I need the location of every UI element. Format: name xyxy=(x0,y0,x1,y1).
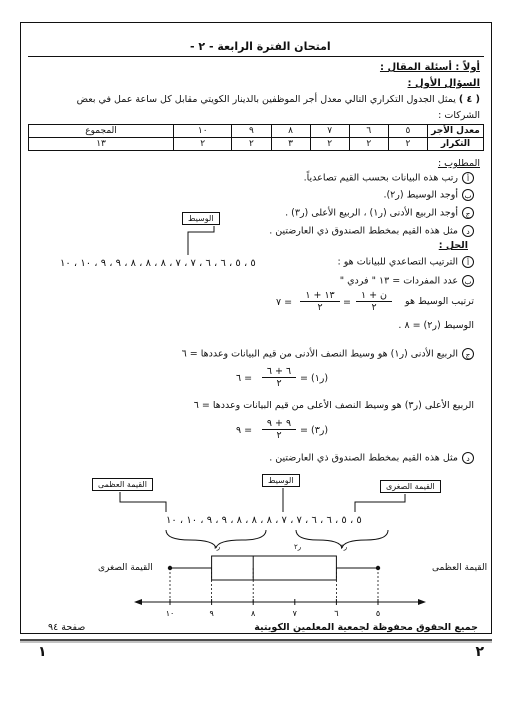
axis-arrow-right xyxy=(418,599,426,605)
table-cell: ٦ xyxy=(349,125,388,138)
step-marker: د xyxy=(462,452,474,464)
question-number: ( ٤ ) xyxy=(458,94,480,105)
step-marker: ب xyxy=(462,275,474,287)
fraction-denominator: ٢ xyxy=(262,429,296,441)
q3-lhs: (ر٣) = xyxy=(300,425,329,436)
boxplot-axis xyxy=(134,568,426,618)
required-label: المطلوب : xyxy=(437,158,480,169)
step-text: الترتيب التصاعدي للبيانات هو : xyxy=(337,256,458,268)
box-plot xyxy=(168,556,380,580)
axis-tick-label: ٧ xyxy=(292,609,297,618)
q1-result: = ٦ xyxy=(236,373,253,384)
step-text: مثل هذه القيم بمخطط الصندوق ذي العارضتين . xyxy=(269,452,458,464)
sorted-sequence-2: ٥ ، ٥ ، ٦ ، ٦ ، ٧ ، ٧ ، ٨ ، ٨ ، ٨ ، ٩ ، ٩ ، ١٠ ، ١٠ xyxy=(166,515,362,526)
max-value-tag: القيمة العظمى xyxy=(92,478,153,491)
item-text: أوجد الوسيط (ر٢). xyxy=(383,189,458,201)
upper-half-brace xyxy=(296,530,388,548)
q3-result: = ٩ xyxy=(236,425,253,436)
item-marker: ج xyxy=(462,207,474,219)
fraction-numerator: ١٣ + ١ xyxy=(305,290,335,301)
table-header-cell: التكرار xyxy=(428,138,484,151)
min-value-tag: القيمة الصغرى xyxy=(380,480,441,493)
table-cell: ٢ xyxy=(174,138,232,151)
median-tag: الوسيط xyxy=(182,212,220,225)
question-line-2: الشركات : xyxy=(438,110,480,121)
exam-title: امتحان الفترة الرابعة - ٢ - xyxy=(190,40,331,53)
table-cell: ٢ xyxy=(232,138,271,151)
table-cell: ٩ xyxy=(232,125,271,138)
rank-result: = ٧ xyxy=(276,297,293,308)
table-cell: ٨ xyxy=(271,125,310,138)
table-header-cell: معدل الأجر xyxy=(428,125,484,138)
corner-number-right: ٢ xyxy=(475,644,484,660)
min-pointer-line xyxy=(355,494,405,512)
axis-tick-label: ٥ xyxy=(375,609,381,618)
table-cell: ٥ xyxy=(388,125,427,138)
table-cell: ٣ xyxy=(271,138,310,151)
table-cell: ٢ xyxy=(310,138,349,151)
axis-tick-label: ٨ xyxy=(251,609,256,618)
question-label: السؤال الأول : xyxy=(407,78,480,89)
boxplot-min-label: القيمة الصغرى xyxy=(98,563,153,573)
iqr-box xyxy=(212,556,337,580)
q1-mark: ر١ xyxy=(213,543,221,551)
q3-mark: ر٣ xyxy=(340,543,348,551)
equals-sign: = xyxy=(343,297,351,308)
median-result: الوسيط (ر٢) = ٨ . xyxy=(398,320,474,331)
fraction-denominator: ٢ xyxy=(262,377,296,389)
item-text: مثل هذه القيم بمخطط الصندوق ذي العارضتين . xyxy=(269,225,458,237)
solution-label: الحل : xyxy=(438,240,468,251)
step-text: عدد المفردات = ١٣ " فردي " xyxy=(339,275,458,287)
item-marker: ب xyxy=(462,189,474,201)
table-cell: ١٠ xyxy=(174,125,232,138)
q1-lhs: (ر١) = xyxy=(300,373,329,384)
axis-tick-label: ٦ xyxy=(334,609,339,618)
median-tag-2: الوسيط xyxy=(262,474,300,487)
question-text: يمثل الجدول التكراري التالي معدل أجر الموظفين بالدينار الكويتي مقابل كل ساعة عمل في بعض xyxy=(76,94,456,105)
step-marker: ج xyxy=(462,348,474,360)
table-cell: ٢ xyxy=(349,138,388,151)
lower-half-brace xyxy=(166,530,266,548)
q2-mark: ر٢ xyxy=(294,543,302,551)
fraction-denominator: ٢ xyxy=(356,301,392,313)
fraction-numerator: ن + ١ xyxy=(360,290,388,301)
footer-rights: جميع الحقوق محفوظة لجمعية المعلمين الكويتية xyxy=(254,622,478,633)
fraction-denominator: ٢ xyxy=(300,301,340,313)
median-rank-prefix: ترتيب الوسيط هو xyxy=(405,296,474,307)
item-marker: أ xyxy=(462,172,474,184)
corner-number-left: ١ xyxy=(38,644,47,660)
sorted-sequence: ٥ ، ٥ ، ٦ ، ٦ ، ٧ ، ٧ ، ٨ ، ٨ ، ٨ ، ٩ ، ٩ ، ١٠ ، ١٠ xyxy=(60,258,256,269)
item-text: رتب هذه البيانات بحسب القيم تصاعدياً. xyxy=(303,172,458,184)
item-marker: د xyxy=(462,225,474,237)
section-label: أولاً : أسئلة المقال : xyxy=(379,62,480,73)
axis-tick-label: ١٠ xyxy=(165,609,175,618)
median-pointer-line xyxy=(188,226,214,255)
table-cell: ١٣ xyxy=(29,138,174,151)
table-cell: ٢ xyxy=(388,138,427,151)
q3-description: الربيع الأعلى (ر٣) هو وسيط النصف الأعلى من قيم البيانات وعددها = ٦ xyxy=(193,400,474,411)
item-text: أوجد الربيع الأدنى (ر١) ، الربيع الأعلى (ر٣) . xyxy=(285,207,458,219)
table-cell: المجموع xyxy=(29,125,174,138)
page-number: صفحة ٩٤ xyxy=(48,622,86,633)
max-pointer-line xyxy=(120,492,166,512)
step-text: الربيع الأدنى (ر١) هو وسيط النصف الأدنى من قيم البيانات وعددها = ٦ xyxy=(181,348,458,360)
table-cell: ٧ xyxy=(310,125,349,138)
fraction-numerator: ٩ + ٩ xyxy=(266,418,292,429)
step-marker: أ xyxy=(462,256,474,268)
boxplot-max-label: القيمة العظمى xyxy=(432,563,488,573)
axis-tick-label: ٩ xyxy=(209,609,214,618)
axis-arrow-left xyxy=(134,599,142,605)
fraction-numerator: ٦ + ٦ xyxy=(266,366,292,377)
